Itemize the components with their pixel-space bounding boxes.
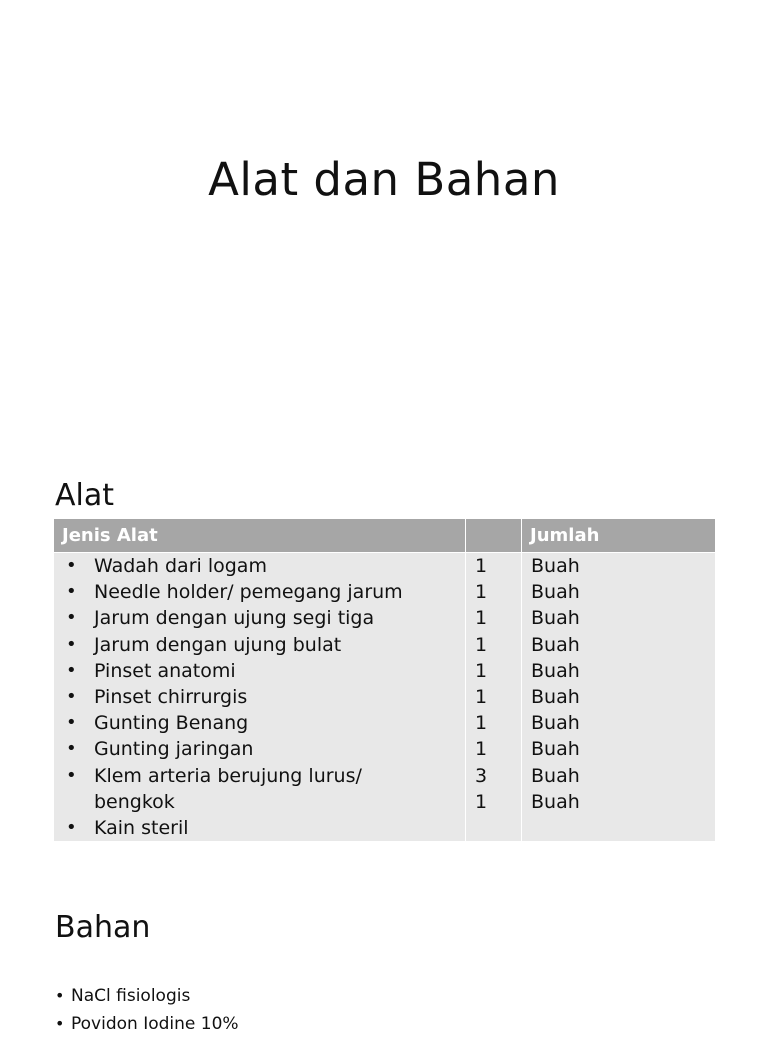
quantity-value: 1 (475, 686, 488, 709)
unit-value: Buah (531, 790, 580, 813)
list-item: • Kain steril (62, 815, 465, 841)
column-header-qty (466, 519, 522, 553)
page-title: Alat dan Bahan (208, 153, 560, 206)
quantity-value: 1 (475, 790, 488, 813)
quantity-value: 1 (475, 555, 488, 577)
tool-unit-cell (522, 553, 716, 842)
tool-names-cell (54, 553, 466, 842)
list-item: • Wadah dari logam (62, 553, 465, 579)
quantity-value: 1 (475, 607, 488, 630)
unit-value: Buah (531, 581, 580, 604)
unit-value: Buah (531, 738, 580, 761)
unit-list (522, 553, 715, 841)
quantity-value: 3 (475, 764, 488, 787)
quantity-value: 1 (475, 633, 488, 656)
list-item: • Pinset anatomi (62, 658, 465, 684)
tool-qty-cell (466, 553, 522, 842)
list-item: • Gunting jaringan (62, 736, 465, 762)
quantity-value: 1 (475, 712, 488, 735)
quantity-value: 1 (475, 659, 488, 682)
column-header-name: Jenis Alat (54, 519, 466, 553)
list-item-continuation: bengkok (94, 790, 175, 813)
unit-value: Buah (531, 607, 580, 630)
table-row (54, 553, 716, 842)
quantity-list (466, 553, 521, 841)
list-item: • Jarum dengan ujung segi tiga (62, 605, 465, 631)
list-item: • Povidon Iodine 10% (55, 1010, 715, 1038)
quantity-value: 1 (475, 581, 488, 604)
list-item: • NaCl fisiologis (55, 982, 715, 1010)
list-item: • Needle holder/ pemegang jarum (62, 579, 465, 605)
table-header-row (54, 519, 716, 553)
list-item: • Jarum dengan ujung bulat (62, 632, 465, 658)
section-heading-alat: Alat (55, 478, 115, 513)
materials-list (55, 982, 715, 1038)
list-item: • Gunting Benang (62, 710, 465, 736)
list-item: • Klem arteria berujung lurus/ (62, 763, 465, 789)
tool-name-list (54, 553, 465, 841)
unit-value: Buah (531, 686, 580, 709)
unit-value: Buah (531, 659, 580, 682)
column-header-unit: Jumlah (522, 519, 716, 553)
tools-table (53, 518, 716, 842)
unit-value: Buah (531, 764, 580, 787)
unit-value: Buah (531, 555, 580, 577)
unit-value: Buah (531, 633, 580, 656)
quantity-value: 1 (475, 738, 488, 761)
section-heading-bahan: Bahan (55, 910, 151, 945)
unit-value: Buah (531, 712, 580, 735)
list-item: • Pinset chirrurgis (62, 684, 465, 710)
